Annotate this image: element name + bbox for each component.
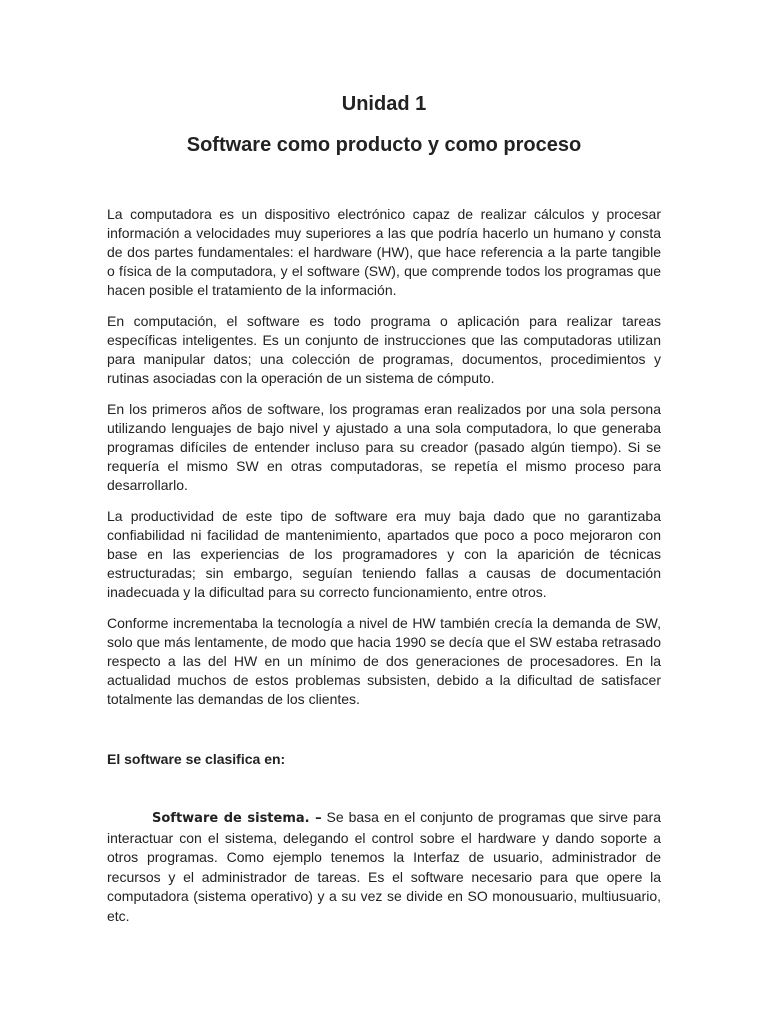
paragraph-1: La computadora es un dispositivo electrónico capaz de realizar cálculos y procesar información a velocidades muy superiores a las que podría hacerlo un humano y consta de dos partes fundamentales: el hardware (HW), que hace referencia a la parte tangible o física de la computadora, y el software (SW), que comprende todos los programas que hacen posible el tratamiento de la información. <box>107 206 661 298</box>
paragraph-2: En computación, el software es todo programa o aplicación para realizar tareas específicas inteligentes. Es un conjunto de instrucciones que las computadoras utilizan para manipular datos; una colección de programas, documentos, procedimientos y rutinas asociadas con la operación de un sistema de cómputo. <box>107 313 661 386</box>
system-software-term: Software de sistema. – <box>152 811 322 826</box>
paragraph-4: La productividad de este tipo de software era muy baja dado que no garantizaba confiabilidad ni facilidad de mantenimiento, apartados que poco a poco mejoraron con base en las experiencias de los programadores y con la aparición de técnicas estructuradas; sin embargo, seguían teniendo fallas a causas de documentación inadecuada y la dificultad para su correcto funcionamiento, entre otros. <box>107 508 661 600</box>
intro-body <box>107 205 661 721</box>
paragraph-5: Conforme incrementaba la tecnología a nivel de HW también crecía la demanda de SW, solo que más lentamente, de modo que hacia 1990 se decía que el SW estaba retrasado respecto a las del HW en un mínimo de dos generaciones de procesadores. En la actualidad muchos de estos problemas subsisten, debido a la dificultad de satisfacer totalmente las demandas de los clientes. <box>107 615 661 707</box>
system-software-description: Se basa en el conjunto de programas que sirve para interactuar con el sistema, delegando el control sobre el hardware y dando soporte a otros programas. Como ejemplo tenemos la Interfaz de usuario, administrador de recursos y el administrador de tareas. Es el software necesario para que opere la computadora (sistema operativo) y a su vez se divide en SO monousuario, multiusuario, etc. <box>107 809 661 924</box>
paragraph-3: En los primeros años de software, los programas eran realizados por una sola persona utilizando lenguajes de bajo nivel y ajustado a una sola computadora, lo que generaba programas difíciles de entender incluso para su creador (pasado algún tiempo). Si se requería el mismo SW en otras computadoras, se repetía el mismo proceso para desarrollarlo. <box>107 401 661 493</box>
unit-title: Unidad 1 <box>341 93 427 115</box>
classification-heading: El software se clasifica en: <box>107 751 286 767</box>
system-software-paragraph <box>107 808 661 926</box>
document-title: Software como producto y como proceso <box>186 134 582 156</box>
